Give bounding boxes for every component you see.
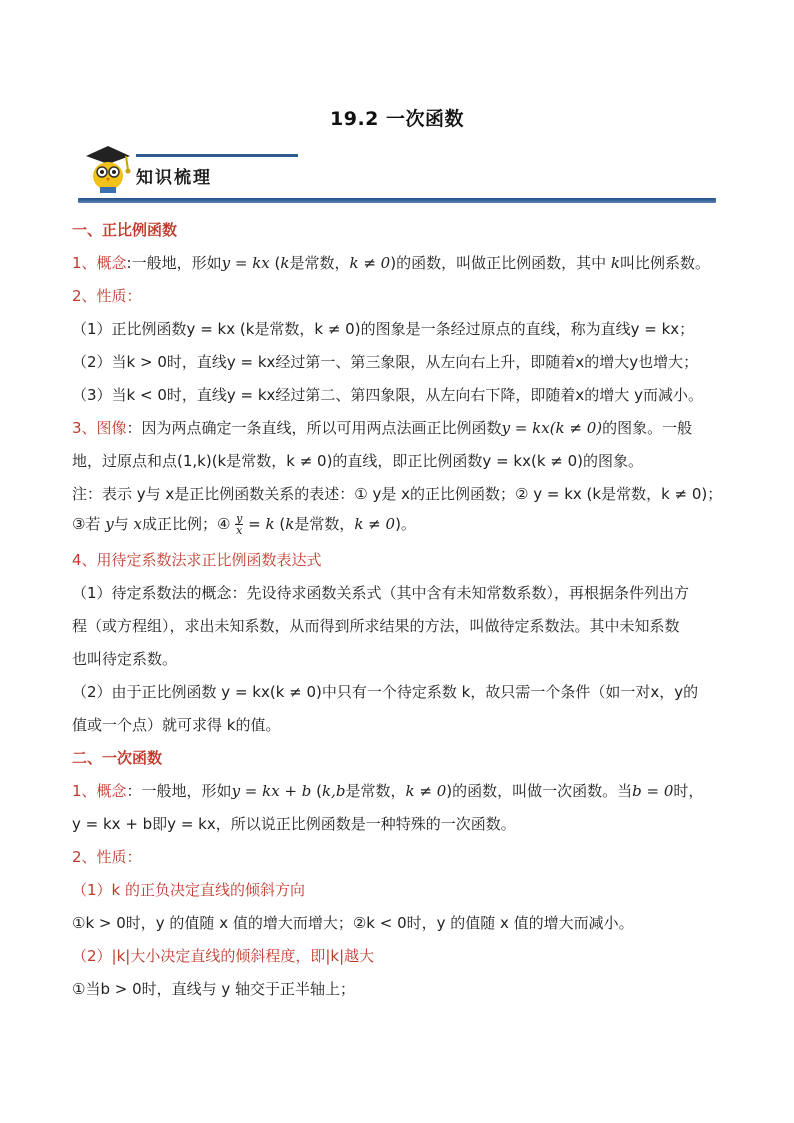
text-line: （2）|k|大小决定直线的倾斜程度，即|k|越大	[72, 947, 375, 965]
graduate-owl-icon	[78, 140, 134, 196]
banner-accent-line	[136, 154, 298, 157]
section-banner	[78, 140, 718, 208]
banner-label: 知识梳理	[136, 168, 212, 188]
text-line: ①k > 0时，y 的值随 x 值的增大而增大；②k < 0时，y 的值随 x 值的增大而减小。	[72, 914, 634, 932]
text-line: 4、用待定系数法求正比例函数表达式	[72, 551, 322, 569]
text-line: 3、图像：因为两点确定一条直线，所以可用两点法画正比例函数y = kx(k ≠ 0)的图象。一般	[72, 419, 693, 437]
text-line: ③若 y与 x成正比例；④ $\frac{y}{x}$ = k (k是常数，k ≠ 0)。	[72, 512, 416, 537]
text-line: （3）当k < 0时，直线y = kx经过第二、第四象限，从左向右下降，即随着x的增大 y而减小。	[72, 386, 703, 404]
text-line: 注：表示 y与 x是正比例函数关系的表述：① y是 x的正比例函数；② y = kx (k是常数，k ≠ 0)；	[72, 485, 723, 503]
text-line: 2、性质：	[72, 848, 142, 866]
text-line: 1、概念:一般地，形如y = kx (k是常数，k ≠ 0)的函数，叫做正比例函数，其中 k叫比例系数。	[72, 254, 710, 272]
text-line: ①当b > 0时，直线与 y 轴交于正半轴上；	[72, 980, 356, 998]
text-line: 也叫待定系数。	[72, 650, 178, 668]
text-line: y = kx + b即y = kx，所以说正比例函数是一种特殊的一次函数。	[72, 815, 516, 833]
section-heading-linear: 二、一次函数	[72, 749, 163, 767]
text-line: （1）待定系数法的概念：先设待求函数关系式（其中含有未知常数系数），再根据条件列出方	[72, 584, 690, 602]
text-line: 值或一个点）就可求得 k的值。	[72, 716, 281, 734]
text-line: 程（或方程组），求出未知系数，从而得到所求结果的方法，叫做待定系数法。其中未知系数	[72, 617, 680, 635]
text-line: （2）当k > 0时，直线y = kx经过第一、第三象限，从左向右上升，即随着x的增大y也增大；	[72, 353, 699, 371]
text-line: （2）由于正比例函数 y = kx(k ≠ 0)中只有一个待定系数 k，故只需一个条件（如一对x，y的	[72, 683, 699, 701]
text-line: 地，过原点和点(1,k)(k是常数，k ≠ 0)的直线，即正比例函数y = kx(k ≠ 0)的图象。	[72, 452, 644, 470]
section-heading-proportional: 一、正比例函数	[72, 221, 178, 239]
text-line: 2、性质：	[72, 287, 142, 305]
page-title: 19.2 一次函数	[330, 108, 464, 130]
text-line: 1、概念：一般地，形如y = kx + b (k,b是常数，k ≠ 0)的函数，叫做一次函数。当b = 0时，	[72, 782, 704, 800]
fraction-y-over-x: $\frac{y}{x}$	[236, 512, 243, 537]
text-line: （1）k 的正负决定直线的倾斜方向	[72, 881, 305, 899]
text-line: （1）正比例函数y = kx (k是常数，k ≠ 0)的图象是一条经过原点的直线，称为直线y = kx；	[72, 320, 695, 338]
banner-divider	[78, 198, 716, 203]
